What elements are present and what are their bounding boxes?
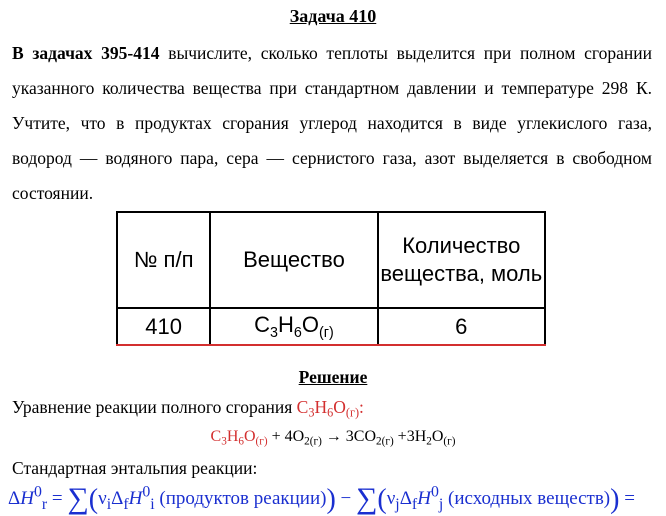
header-number: № п/п [117,212,210,308]
solution-title: Решение [298,367,368,387]
cell-number: 410 [117,308,210,345]
problem-text: вычислите, сколько теплоты выделится при полном сгорании указанного количества вещества при стандартном давлении и температуре 298 К. Учтите, что в продуктах сгорания углерод находится в виде углекислого газа, водород — водяного пара, сера — сернистого газа, азот выделяется в свободном состоянии. [12,43,652,203]
enthalpy-formula: $\Delta H^0_r = \sum(\nu_i\Delta_fH^0_i$ (продуктов реакции)) − $\sum(\nu_j\Delta_fH^0_j$ (исходных веществ)) = [8,482,635,515]
reaction-label: Уравнение реакции полного сгорания [12,397,297,417]
table-row [117,308,545,345]
problem-statement [12,36,652,211]
table-header-row [117,212,545,308]
reactants-text: (исходных веществ) [448,488,611,509]
header-substance: Вещество [210,212,377,308]
enthalpy-label: Стандартная энтальпия реакции: [12,458,258,478]
data-table [116,211,546,346]
products-text: (продуктов реакции) [159,488,327,509]
reaction-equation: $C_3H_6O_{(г)} + 4O_{2(г)} \to 3CO_{2(г)} +3H_2O_{(г)}$ [210,428,456,448]
problem-range: В задачах 395-414 [12,43,160,63]
header-amount: Количество вещества, моль [378,212,545,308]
reaction-substance: $C_3H_6O_{(г)}$: [296,397,364,420]
reaction-line [12,397,364,421]
cell-substance: $C_3H_6O_{(г)}$ [210,308,377,345]
equation-reactant: $C_3H_6O_{(г)}$ [210,428,268,448]
cell-amount: 6 [378,308,545,345]
problem-title: Задача 410 [289,6,377,26]
